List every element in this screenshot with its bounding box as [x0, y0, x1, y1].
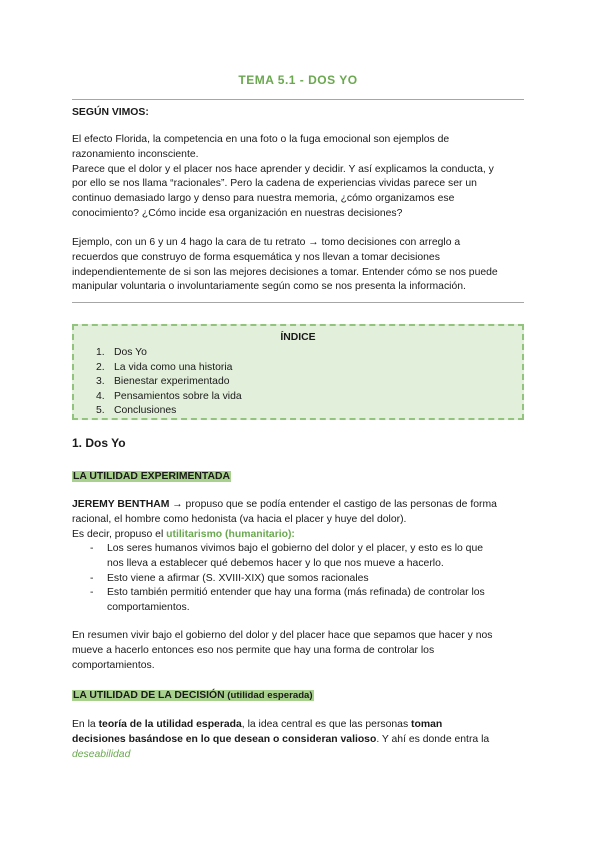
segun-vimos-heading: SEGÚN VIMOS:: [72, 107, 149, 118]
dash-bullet-icon: -: [90, 572, 94, 584]
text-span: → propuso que se podía entender el castigo de las personas de forma: [169, 499, 497, 510]
index-label: Dos Yo: [114, 347, 147, 358]
deseabilidad-term: deseabilidad: [72, 748, 131, 760]
highlight-label: LA UTILIDAD EXPERIMENTADA: [73, 471, 231, 482]
text-line: comportamientos.: [72, 659, 155, 671]
text-line: por ello se nos llama “racionales”. Pero la cadena de experiencias vividas parece ser un: [72, 178, 477, 190]
index-label: Conclusiones: [114, 405, 177, 417]
index-item[interactable]: [96, 375, 242, 390]
divider-top: [72, 99, 524, 100]
text-line: Esto viene a afirmar (S. XVIII-XIX) que somos racionales: [107, 572, 369, 584]
text-line: independientemente de si son las mejores decisiones a tomar. Entender cómo se nos puede: [72, 266, 498, 278]
index-item[interactable]: [96, 346, 242, 361]
index-number: 5.: [96, 405, 105, 417]
utilitarismo-bullets: [90, 542, 524, 616]
text-line: [72, 718, 524, 733]
text-line: mueve a hacerlo entonces eso nos permite que hay una forma de controlar los: [72, 644, 435, 656]
index-title: ÍNDICE: [280, 332, 316, 343]
text-span: Es decir, propuso el: [72, 528, 167, 540]
text-line: [72, 733, 524, 748]
index-number: 1.: [96, 347, 105, 358]
text-span: En la: [72, 719, 99, 730]
divider-mid: [72, 302, 524, 303]
text-line: razonamiento inconsciente.: [72, 148, 199, 160]
page-title: TEMA 5.1 - DOS YO: [238, 73, 358, 87]
index-box: [72, 324, 524, 420]
index-label: Pensamientos sobre la vida: [114, 390, 242, 402]
text-line: Ejemplo, con un 6 y un 4 hago la cara de tu retrato → tomo decisiones con arreglo a: [72, 237, 461, 248]
text-span: teoría de la utilidad esperada: [98, 719, 242, 730]
text-line: Parece que el dolor y el placer nos hace aprender y decidir. Y así explicamos la conducta, y: [72, 163, 494, 175]
index-item[interactable]: [96, 390, 242, 405]
text-line: nos lleva a establecer qué debemos hacer y lo que nos mueve a hacerlo.: [107, 557, 444, 569]
text-span: decisiones basándose en lo que desean o consideran valioso: [72, 733, 377, 745]
text-line: conocimiento? ¿Cómo incide esa organización en nuestras decisiones?: [72, 207, 403, 219]
list-item: [90, 542, 524, 572]
text-line: continuo demasiado largo y denso para nuestra memoria, ¿cómo organizamos ese: [72, 193, 455, 205]
intro-paragraph-1: [72, 133, 524, 222]
text-span: toman: [411, 719, 443, 730]
utilitarismo-term: utilitarismo (humanitario):: [166, 528, 295, 540]
text-line: [72, 748, 524, 763]
text-span: . Y ahí es donde entra la: [376, 733, 490, 745]
index-label: Bienestar experimentado: [114, 376, 230, 388]
index-number: 2.: [96, 361, 105, 373]
section-title: 1. Dos Yo: [72, 436, 126, 450]
list-item: [90, 572, 524, 587]
text-line: recuerdos que construyo de forma esquemática y nos llevan a tomar decisiones: [72, 251, 440, 263]
bentham-paragraph: [72, 498, 524, 542]
index-item[interactable]: [96, 404, 242, 419]
list-item: [90, 586, 524, 616]
text-line: [72, 528, 524, 543]
text-line: Los seres humanos vivimos bajo el gobierno del dolor y el placer, y esto es lo que: [107, 543, 484, 554]
intro-paragraph-example: [72, 236, 524, 295]
subheading-utilidad-decision: [72, 689, 524, 704]
text-span: , la idea central es que las personas: [241, 719, 412, 730]
resumen-paragraph: [72, 629, 524, 673]
index-item[interactable]: [96, 361, 242, 376]
teoria-paragraph: [72, 718, 524, 762]
dash-bullet-icon: -: [90, 543, 94, 554]
index-number: 3.: [96, 376, 105, 388]
index-number: 4.: [96, 390, 105, 402]
text-line: El efecto Florida, la competencia en una foto o la fuga emocional son ejemplos de: [72, 134, 450, 145]
subheading-utilidad-experimentada: [72, 470, 524, 485]
highlight-label: [72, 690, 314, 701]
text-line: Esto también permitió entender que hay una forma (más refinada) de controlar los: [107, 587, 485, 599]
bentham-name: JEREMY BENTHAM: [72, 499, 170, 510]
dash-bullet-icon: -: [90, 587, 94, 599]
index-list: [96, 346, 242, 419]
text-line: [72, 498, 524, 513]
text-line: comportamientos.: [107, 602, 190, 614]
text-span: (utilidad esperada): [224, 690, 313, 701]
text-span: LA UTILIDAD DE LA DECISIÓN: [73, 690, 225, 701]
text-line: manipular voluntaria o involuntariamente según como se nos presenta la información.: [72, 281, 466, 293]
index-label: La vida como una historia: [114, 361, 233, 373]
text-line: En resumen vivir bajo el gobierno del dolor y del placer hace que sepamos que hacer y nos: [72, 630, 493, 641]
text-line: racional, el hombre como hedonista (va hacia el placer y huye del dolor).: [72, 513, 407, 525]
